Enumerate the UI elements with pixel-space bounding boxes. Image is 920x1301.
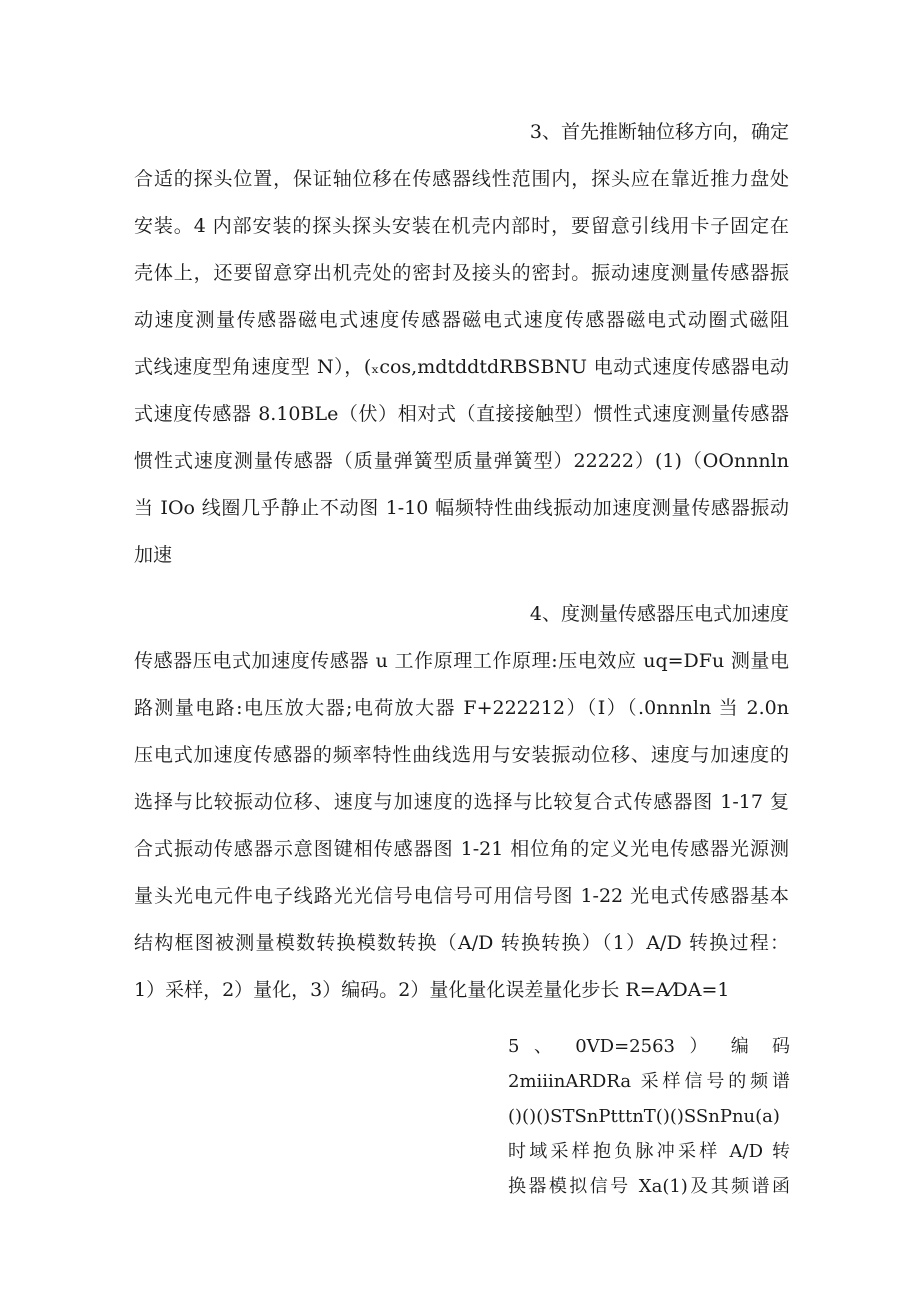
paragraph-3-line-3: ()()()STSnPtttnT()()SSnPnu(a) <box>508 1106 780 1127</box>
paragraph-2-line-1: 4、度测量传感器压电式加速度 <box>529 603 789 625</box>
paragraph-1-line-5: 动速度测量传感器磁电式速度传感器磁电式速度传感器磁电式动圈式磁阻 <box>134 309 789 331</box>
paragraph-3-line-1: 5 、 0VD=2563 ） 编 码 <box>508 1036 790 1057</box>
paragraph-1-line-6: 式线速度型角速度型 N），(ₓcos,mdtddtdRBSBNU 电动式速度传感器电动 <box>134 356 789 378</box>
paragraph-2-line-8: 结构框图被测量模数转换模数转换（A/D 转换转换）（1）A/D 转换过程： <box>134 932 789 954</box>
paragraph-1-line-8: 惯性式速度测量传感器（质量弹簧型质量弹簧型）22222）(1)（OOnnnln <box>134 450 789 472</box>
paragraph-2-line-3: 路测量电路:电压放大器;电荷放大器 F+222212）（I）（.0nnnln 当 2.0n <box>134 697 789 719</box>
paragraph-3-line-2: 2miiinARDRa 采样信号的频谱 <box>508 1071 790 1092</box>
paragraph-3-line-4: 时域采样抱负脉冲采样 A/D 转 <box>508 1141 790 1162</box>
paragraph-2-line-7: 量头光电元件电子线路光光信号电信号可用信号图 1-22 光电式传感器基本 <box>134 885 789 907</box>
paragraph-2-line-2: 传感器压电式加速度传感器 u 工作原理工作原理:压电效应 uq=DFu 测量电 <box>134 650 789 672</box>
paragraph-2-line-9: 1）采样，2）量化，3）编码。2）量化量化误差量化步长 R=A⁄DA=1 <box>134 979 730 1001</box>
paragraph-2-line-4: 压电式加速度传感器的频率特性曲线选用与安装振动位移、速度与加速度的 <box>134 744 789 766</box>
paragraph-1-line-3: 安装。4 内部安装的探头探头安装在机壳内部时，要留意引线用卡子固定在 <box>134 215 789 237</box>
paragraph-1-line-9: 当 IOo 线圈几乎静止不动图 1-10 幅频特性曲线振动加速度测量传感器振动 <box>134 497 789 519</box>
paragraph-3-line-5: 换器模拟信号 Xa(1)及其频谱函 <box>508 1176 790 1197</box>
paragraph-1-line-4: 壳体上，还要留意穿出机壳处的密封及接头的密封。振动速度测量传感器振 <box>134 262 789 284</box>
paragraph-1-line-2: 合适的探头位置，保证轴位移在传感器线性范围内，探头应在靠近推力盘处 <box>134 168 789 190</box>
paragraph-2-line-6: 合式振动传感器示意图键相传感器图 1-21 相位角的定义光电传感器光源测 <box>134 838 789 860</box>
paragraph-1-line-7: 式速度传感器 8.10BLe（伏）相对式（直接接触型）惯性式速度测量传感器 <box>134 403 789 425</box>
paragraph-2-line-5: 选择与比较振动位移、速度与加速度的选择与比较复合式传感器图 1-17 复 <box>134 791 789 813</box>
paragraph-1-line-10: 加速 <box>134 544 173 566</box>
paragraph-1-line-1: 3、首先推断轴位移方向，确定 <box>529 121 789 143</box>
